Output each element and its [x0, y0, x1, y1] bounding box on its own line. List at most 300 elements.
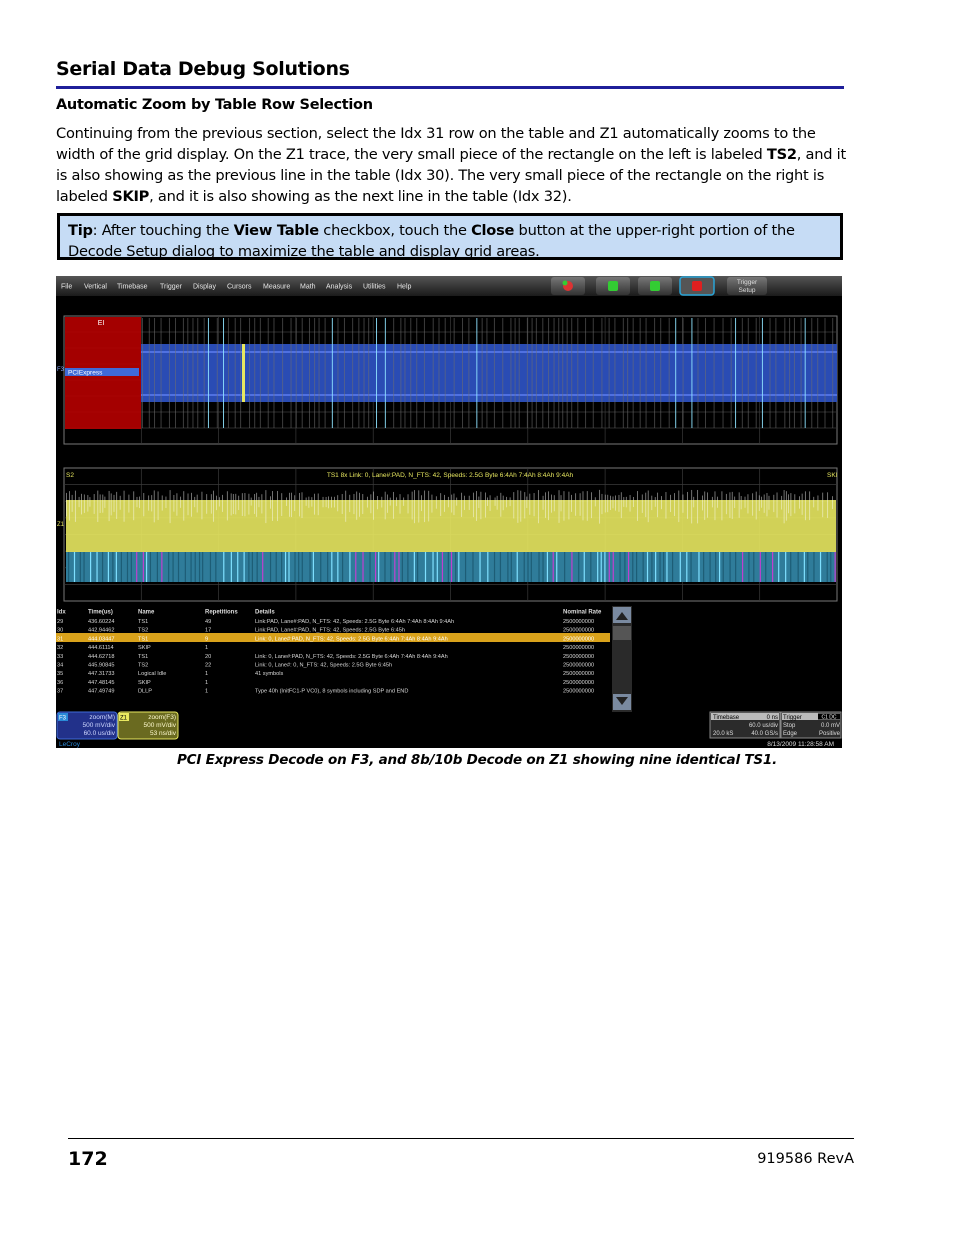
z1-glitch [538, 490, 539, 523]
symbol-tick [352, 318, 353, 428]
z1-glitch [219, 497, 220, 506]
z1-symbol-bar [798, 552, 799, 582]
z1-glitch [137, 497, 138, 507]
z1-glitch [318, 493, 319, 515]
z1-symbol-bar [313, 552, 314, 582]
z1-glitch [764, 494, 765, 512]
symbol-tick [609, 318, 610, 428]
table-cell[interactable]: 20 [205, 653, 212, 660]
symbol-tick [187, 318, 188, 428]
symbol-tick [519, 318, 520, 428]
z1-symbol-bar [394, 552, 395, 582]
table-cell[interactable]: Link: 0, Lane#:PAD, N_FTS: 42, Speeds: 2.5G Byte 6:4Ah 7:4Ah 8:4Ah 9:4Ah [255, 653, 448, 660]
table-cell[interactable]: 49 [205, 619, 212, 625]
table-cell[interactable]: Type 40h (InitFC1-P VC0), 8 symbols including SDP and END [255, 688, 409, 695]
menu-item-math[interactable]: Math [300, 283, 316, 291]
z1-symbol-bar [729, 552, 730, 582]
table-cell[interactable]: 2500000000 [563, 653, 595, 660]
timebase-title: Timebase [713, 715, 740, 721]
z1-glitch [277, 491, 278, 521]
z1-symbol-bar [455, 552, 456, 582]
z1-symbol-bar [686, 552, 687, 582]
run-icon [608, 281, 618, 291]
z1-glitch [180, 497, 181, 508]
table-cell[interactable]: 442.94462 [88, 627, 115, 634]
z1-glitch [510, 497, 511, 506]
z1-symbol-bar [628, 552, 629, 582]
symbol-tick [691, 318, 692, 428]
z1-symbol-bar [624, 552, 625, 582]
trigger-type: Edge [783, 731, 798, 737]
z1-glitch [272, 491, 273, 521]
z1-glitch [487, 497, 488, 505]
z1-glitch [464, 496, 465, 510]
symbol-tick [309, 318, 310, 428]
z1-glitch [745, 497, 746, 508]
z1-symbol-bar [390, 552, 391, 582]
z1-glitch [473, 493, 474, 517]
trigger-setup-label-1: Trigger [736, 279, 758, 286]
z1-symbol-bar [375, 552, 376, 582]
single-icon [650, 281, 660, 291]
z1-glitch [478, 497, 479, 508]
z1-glitch [630, 495, 631, 512]
page-title: Serial Data Debug Solutions [56, 58, 350, 80]
table-cell[interactable]: 9 [205, 636, 209, 643]
z1-symbol-bar [458, 552, 459, 582]
z1-glitch [666, 492, 667, 519]
z1-glitch [805, 491, 806, 520]
z1-glitch [216, 496, 217, 510]
z1-glitch [587, 491, 588, 521]
z1-glitch [506, 497, 507, 507]
scroll-thumb[interactable] [613, 626, 631, 640]
table-cell[interactable]: TS2 [138, 662, 149, 669]
z1-symbol-bar [270, 552, 271, 582]
f3-descriptor-box[interactable] [57, 712, 117, 739]
z1-symbol-bar [327, 552, 328, 582]
z1-symbol-bar [742, 552, 743, 582]
z1-glitch [545, 492, 546, 518]
table-cell[interactable]: 444.03447 [88, 636, 115, 643]
z1-glitch [790, 493, 791, 516]
menu-item-display[interactable]: Display [193, 283, 216, 291]
z1-glitch [717, 497, 718, 508]
z1-right-label: SKI [827, 472, 838, 479]
symbol-tick [527, 318, 528, 428]
symbol-tick [476, 318, 477, 428]
menu-item-analysis[interactable]: Analysis [326, 283, 353, 291]
menu-item-trigger[interactable]: Trigger [160, 283, 182, 291]
z1-symbol-bar [116, 552, 117, 582]
z1-symbol-bar [723, 552, 724, 582]
z1-glitch [651, 496, 652, 510]
table-cell[interactable]: 2500000000 [563, 636, 595, 643]
z1-glitch [84, 494, 85, 512]
symbol-tick [770, 318, 771, 428]
symbol-tick [567, 318, 568, 428]
z1-glitch [116, 492, 117, 519]
table-cell[interactable]: TS1 [138, 653, 149, 660]
table-cell[interactable]: 37 [57, 688, 64, 695]
z1-symbol-bar [342, 552, 343, 582]
z1-symbol-bar [703, 552, 704, 582]
z1-glitch [456, 498, 457, 506]
z1-symbol-bar [298, 552, 299, 582]
z1-glitch [626, 497, 627, 507]
z1-glitch [249, 494, 250, 515]
z1-symbol-bar [465, 552, 466, 582]
z1-glitch [526, 497, 527, 508]
z1-side-label: Z1 [57, 522, 65, 528]
z1-glitch [767, 493, 768, 516]
z1-glitch [66, 493, 67, 517]
z1-symbol-bar [663, 552, 664, 582]
symbol-tick [824, 318, 825, 428]
symbol-tick [302, 318, 303, 428]
trigger-title: Trigger [783, 715, 802, 721]
trigger-level: 0.0 mV [820, 723, 840, 729]
table-cell[interactable]: Link: 0, Lane#: 0, N_FTS: 42, Speeds: 2.5G Byte 6:45h [255, 662, 393, 669]
table-cell[interactable]: 447.48145 [88, 679, 115, 686]
table-cell[interactable]: 1 [205, 671, 209, 678]
menu-item-utilities[interactable]: Utilities [363, 283, 386, 291]
symbol-tick [623, 318, 624, 428]
table-cell[interactable]: 22 [205, 662, 212, 669]
menu-item-measure[interactable]: Measure [263, 283, 291, 291]
figure-caption: PCI Express Decode on F3, and 8b/10b Decode on Z1 showing nine identical TS1. [176, 752, 778, 768]
z1-glitch [367, 497, 368, 508]
z1-symbol-bar [252, 552, 253, 582]
table-cell[interactable]: 1 [205, 645, 209, 652]
z1-symbol-bar [659, 552, 660, 582]
table-header-cell: Idx [57, 609, 66, 616]
z1-glitch [440, 493, 441, 516]
z1-glitch [818, 495, 819, 510]
z1-glitch [390, 498, 391, 506]
z1-glitch [261, 494, 262, 513]
z1-symbol-bar [584, 552, 585, 582]
symbol-tick [149, 318, 150, 428]
table-cell[interactable]: 32 [57, 645, 64, 652]
z1-symbol-bar [698, 552, 699, 582]
table-cell[interactable]: 444.62718 [88, 653, 115, 660]
table-cell[interactable]: 30 [57, 627, 64, 634]
symbol-tick [325, 318, 326, 428]
table-cell[interactable]: 447.31733 [88, 671, 115, 678]
table-cell[interactable]: 34 [57, 662, 64, 669]
trigger-box[interactable] [781, 712, 841, 738]
symbol-tick [660, 318, 661, 428]
z1-symbol-bar [231, 552, 232, 582]
z1-symbol-bar [199, 552, 200, 582]
symbol-tick [332, 318, 333, 428]
z1-glitch [633, 497, 634, 507]
z1-symbol-bar [807, 552, 808, 582]
symbol-tick [627, 318, 628, 428]
timebase-delay: 0 ns [766, 715, 778, 721]
z1-glitch [202, 492, 203, 520]
table-cell[interactable]: Link:PAD, Lane#:PAD, N_FTS: 42, Speeds: 2.5G Byte 6:4Ah 7:4Ah 8:4Ah 9:4Ah [255, 619, 455, 625]
z1-glitch [741, 496, 742, 509]
table-cell[interactable]: 33 [57, 653, 64, 660]
z1-glitch [476, 491, 477, 521]
symbol-tick [554, 318, 555, 428]
z1-symbol-bar [127, 552, 128, 582]
z1-symbol-bar [835, 552, 836, 582]
z1-glitch [174, 495, 175, 512]
z1-glitch [213, 491, 214, 522]
z1-glitch [495, 497, 496, 505]
z1-glitch [154, 490, 155, 522]
symbol-tick [273, 318, 274, 428]
symbol-tick [393, 318, 394, 428]
z1-symbol-bar [655, 552, 656, 582]
z1-glitch [661, 496, 662, 509]
z1-glitch [414, 490, 415, 523]
z1-glitch [813, 497, 814, 508]
symbol-tick [268, 318, 269, 428]
table-cell[interactable]: Logical Idle [138, 671, 167, 678]
menu-item-vertical[interactable]: Vertical [84, 283, 107, 291]
z1-glitch [704, 491, 705, 519]
symbol-tick [697, 318, 698, 428]
symbol-tick [562, 318, 563, 428]
symbol-tick [217, 318, 218, 428]
z1-glitch [356, 492, 357, 520]
z1-glitch [520, 491, 521, 522]
table-cell[interactable]: 1 [205, 688, 209, 695]
z1-descriptor-box[interactable] [118, 712, 178, 739]
z1-glitch [400, 494, 401, 514]
symbol-tick [775, 318, 776, 428]
symbol-tick [296, 318, 297, 428]
z1-glitch [342, 494, 343, 514]
symbol-tick [705, 318, 706, 428]
z1-symbol-bar [96, 552, 97, 582]
z1-symbol-bar [507, 552, 508, 582]
z1-glitch [583, 491, 584, 520]
z1-glitch [183, 491, 184, 520]
symbol-tick [439, 318, 440, 428]
z1-glitch [781, 496, 782, 510]
z1-glitch [265, 490, 266, 523]
z1-glitch [469, 496, 470, 510]
symbol-tick [805, 318, 806, 428]
table-cell[interactable]: 2500000000 [563, 679, 595, 686]
z1-symbol-bar [384, 552, 385, 582]
table-cell[interactable]: 2500000000 [563, 627, 595, 634]
z1-symbol-bar [257, 552, 258, 582]
symbol-tick [723, 318, 724, 428]
table-cell[interactable]: 29 [57, 619, 64, 625]
z1-symbol-bar [636, 552, 637, 582]
z1-glitch [610, 496, 611, 510]
z1-glitch [691, 490, 692, 523]
symbol-tick [654, 318, 655, 428]
z1-glitch [561, 495, 562, 511]
symbol-tick [154, 318, 155, 428]
timebase-box[interactable] [710, 712, 780, 738]
z1-glitch [428, 491, 429, 522]
z1-glitch [334, 497, 335, 508]
tip-label: Tip [68, 222, 93, 239]
menu-item-cursors[interactable]: Cursors [227, 283, 252, 291]
symbol-tick [358, 318, 359, 428]
z1-glitch [702, 496, 703, 511]
z1-symbol-bar [244, 552, 245, 582]
symbol-tick [223, 318, 224, 428]
table-header-cell: Details [255, 609, 275, 616]
menu-item-timebase[interactable]: Timebase [117, 283, 148, 291]
z1-symbol-bar [121, 552, 122, 582]
z1-glitch [148, 495, 149, 510]
z1-glitch [259, 497, 260, 507]
z1-glitch [697, 490, 698, 523]
z1-glitch [615, 495, 616, 510]
z1-symbol-bar [202, 552, 203, 582]
table-cell[interactable]: Link:PAD, Lane#:PAD, N_FTS: 42, Speeds: 2.5G Byte 6:45h [255, 627, 405, 634]
table-cell[interactable]: 41 symbols [255, 671, 284, 678]
z1-glitch [104, 497, 105, 508]
z1-glitch [799, 496, 800, 508]
z1-symbol-bar [112, 552, 113, 582]
z1-symbol-bar [90, 552, 91, 582]
tip-text-2: checkbox, touch the [318, 222, 472, 239]
z1-symbol-bar [168, 552, 169, 582]
z1-glitch [726, 494, 727, 514]
z1-glitch [623, 497, 624, 507]
table-cell[interactable]: 2500000000 [563, 619, 595, 625]
tip-box [57, 213, 843, 260]
table-cell[interactable]: TS2 [138, 627, 149, 634]
z1-glitch [227, 491, 228, 520]
symbol-tick [601, 318, 602, 428]
z1-glitch [302, 492, 303, 518]
z1-symbol-bar [578, 552, 579, 582]
z1-symbol-bar [553, 552, 554, 582]
table-cell[interactable]: 445.90845 [88, 662, 115, 669]
z1-symbol-bar [531, 552, 532, 582]
z1-glitch [777, 492, 778, 517]
z1-symbol-bar [472, 552, 473, 582]
z1-glitch [359, 493, 360, 517]
z1-symbol-bar [772, 552, 773, 582]
z1-symbol-bar [369, 552, 370, 582]
symbol-tick [364, 318, 365, 428]
z1-glitch [759, 495, 760, 511]
z1-glitch [756, 492, 757, 520]
z1-glitch [571, 495, 572, 512]
symbol-tick [433, 318, 434, 428]
z1-glitch [517, 490, 518, 523]
z1-symbol-bar [190, 552, 191, 582]
z1-glitch [794, 494, 795, 513]
z1-glitch [739, 492, 740, 517]
z1-glitch [345, 491, 346, 522]
table-cell[interactable]: 35 [57, 671, 64, 678]
z1-glitch [421, 495, 422, 511]
z1-glitch [448, 497, 449, 507]
table-cell[interactable]: TS1 [138, 636, 149, 643]
z1-glitch [238, 496, 239, 510]
symbol-tick [494, 318, 495, 428]
z1-symbol-bar [178, 552, 179, 582]
table-cell[interactable]: 444.61114 [88, 645, 114, 652]
z1-symbol-bar [83, 552, 84, 582]
symbol-tick [633, 318, 634, 428]
menu-item-help[interactable]: Help [397, 283, 412, 291]
table-cell[interactable]: 2500000000 [563, 662, 595, 669]
z1-glitch [822, 493, 823, 518]
table-cell[interactable]: Link: 0, Lane#:PAD, N_FTS: 42, Speeds: 2.5G Byte 6:4Ah 7:4Ah 8:4Ah 9:4Ah [255, 636, 448, 643]
table-cell[interactable]: 1 [205, 679, 209, 686]
table-cell[interactable]: SKIP [138, 679, 151, 686]
z1-symbol-bar [417, 552, 418, 582]
z1-glitch [90, 497, 91, 507]
z1-symbol-bar [68, 552, 69, 582]
z1-glitch [802, 494, 803, 515]
symbol-tick [424, 318, 425, 428]
z1-glitch [613, 496, 614, 508]
tip-text-3: button at the upper-right portion of the Decode Setup dialog to maximize the table and display grid areas. [68, 222, 795, 260]
z1-glitch [151, 495, 152, 511]
table-cell[interactable]: 36 [57, 679, 64, 686]
z1-left-label: S2 [66, 472, 74, 479]
z1-symbol-bar [547, 552, 548, 582]
z1-glitch [827, 492, 828, 518]
table-cell[interactable]: 2500000000 [563, 671, 595, 678]
symbol-tick [536, 318, 537, 428]
z1-symbol-bar [820, 552, 821, 582]
table-cell[interactable]: 31 [57, 636, 64, 643]
table-cell[interactable]: DLLP [138, 688, 152, 695]
stop-icon [692, 281, 702, 291]
z1-glitch [599, 490, 600, 524]
table-cell[interactable]: TS1 [138, 619, 149, 625]
table-cell[interactable]: 447.49749 [88, 688, 115, 695]
z1-glitch [308, 497, 309, 508]
symbol-tick [548, 318, 549, 428]
table-cell[interactable]: 17 [205, 627, 212, 634]
menu-item-file[interactable]: File [61, 283, 73, 291]
z1-symbol-bar [210, 552, 211, 582]
trigger-mode: Stop [783, 723, 796, 729]
symbol-tick [683, 318, 684, 428]
table-cell[interactable]: SKIP [138, 645, 151, 652]
z1-glitch [124, 491, 125, 522]
table-cell[interactable]: 436.60224 [88, 619, 115, 625]
z1-symbol-bar [102, 552, 103, 582]
symbol-tick [385, 318, 386, 428]
z1-glitch [270, 496, 271, 508]
symbol-tick [282, 318, 283, 428]
z1-symbol-bar [672, 552, 673, 582]
z1-glitch [100, 494, 101, 513]
z1-symbol-bar [288, 552, 289, 582]
table-cell[interactable]: 2500000000 [563, 645, 595, 652]
symbol-tick [577, 318, 578, 428]
z1-glitch [648, 491, 649, 523]
z1-symbol-bar [494, 552, 495, 582]
symbol-tick [585, 318, 586, 428]
z1-glitch [548, 491, 549, 520]
symbol-tick [208, 318, 209, 428]
table-header-cell: Nominal Rate [563, 609, 602, 616]
table-header-cell: Time(us) [88, 609, 113, 616]
z1-symbol-bar [281, 552, 282, 582]
table-cell[interactable]: 2500000000 [563, 688, 595, 695]
